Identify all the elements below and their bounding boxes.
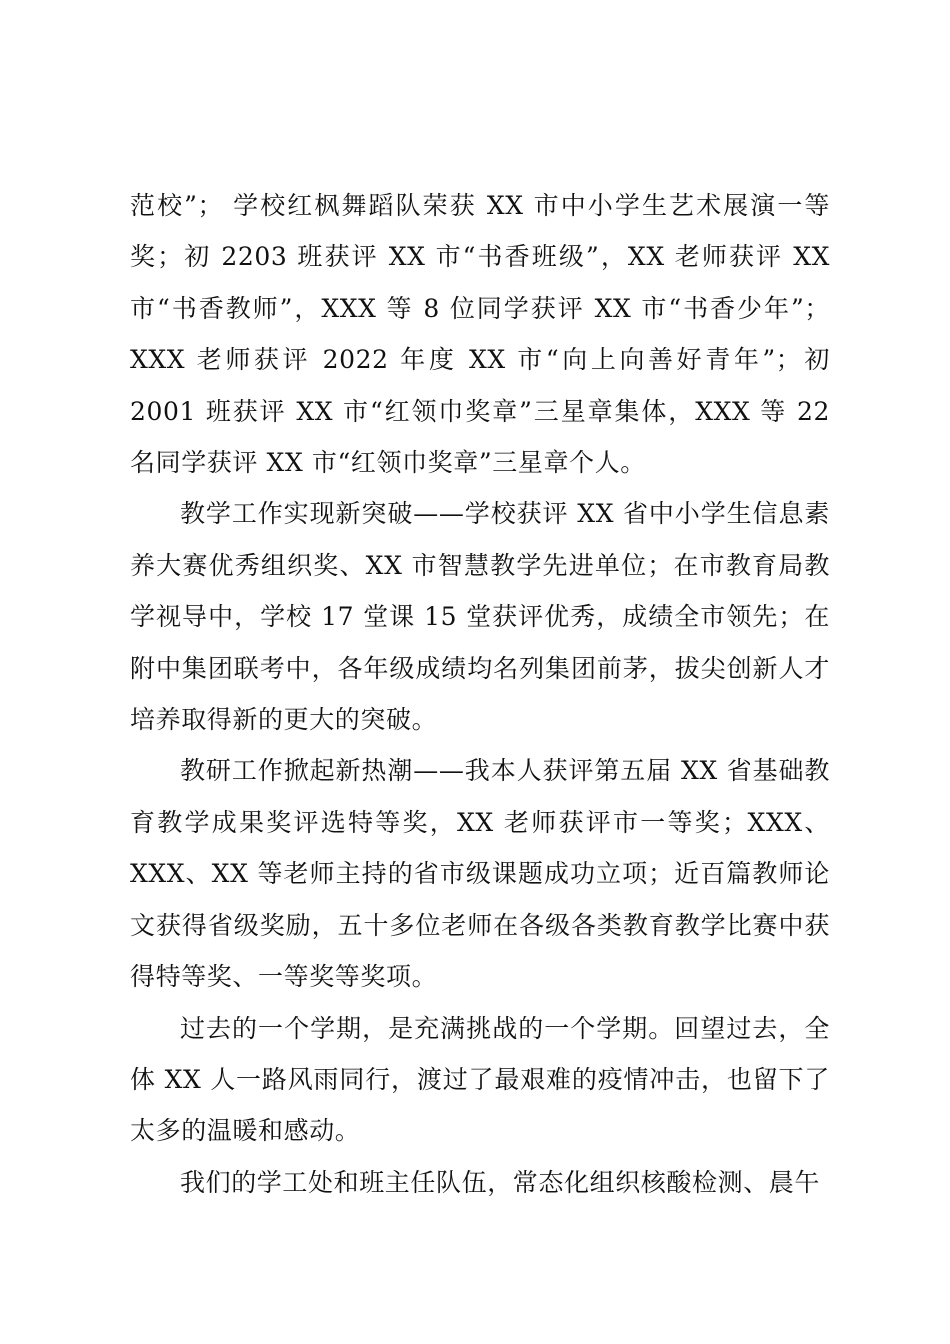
paragraph-research-achievements: 教研工作掀起新热潮——我本人获评第五届 XX 省基础教育教学成果奖评选特等奖，XX 老师获评市一等奖；XXX、XXX、XX 等老师主持的省市级课题成功立项；近百篇教师论文获得省级奖励，五十多位老师在各级各类教育教学比赛中获得特等奖、一等奖等奖项。 [130, 756, 830, 992]
paragraph-student-affairs: 我们的学工处和班主任队伍，常态化组织核酸检测、晨午 [180, 1167, 821, 1197]
paragraph-semester-review: 过去的一个学期，是充满挑战的一个学期。回望过去，全体 XX 人一路风雨同行，渡过了最艰难的疫情冲击，也留下了太多的温暖和感动。 [130, 1013, 830, 1146]
paragraph-awards-continued: 范校”； 学校红枫舞蹈队荣获 XX 市中小学生艺术展演一等奖；初 2203 班获评 XX 市“书香班级”，XX 老师获评 XX 市“书香教师”，XXX 等 8 位同学获评 XX 市“书香少年”；XXX 老师获评 2022 年度 XX 市“向上向善好青年”；初 2001 班获评 XX 市“红领巾奖章”三星章集体，XXX 等 22 名同学获评 XX 市“红领巾奖章”三星章个人。 [130, 191, 830, 478]
paragraph-teaching-breakthrough: 教学工作实现新突破——学校获评 XX 省中小学生信息素养大赛优秀组织奖、XX 市智慧教学先进单位；在市教育局教学视导中，学校 17 堂课 15 堂获评优秀，成绩全市领先；在附中集团联考中，各年级成绩均名列集团前茅，拔尖创新人才培养取得新的更大的突破。 [130, 499, 830, 735]
document-body [130, 180, 830, 1208]
